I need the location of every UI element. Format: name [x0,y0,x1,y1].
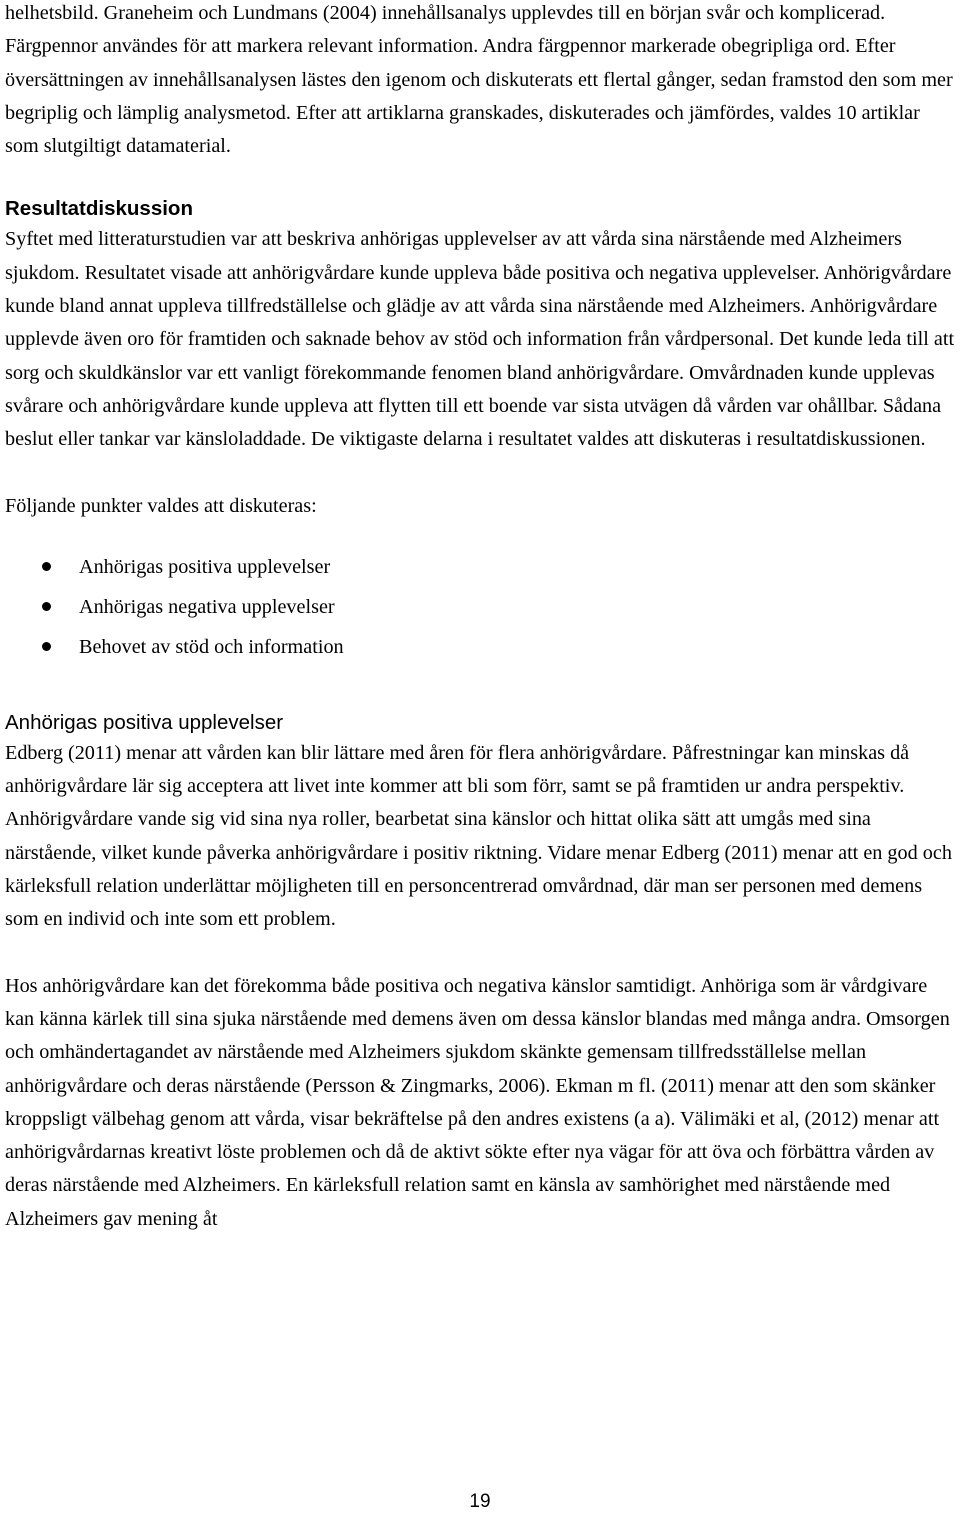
result-paragraph: Syftet med litteraturstudien var att beskriva anhörigas upplevelser av att vårda sina närstående med Alzheimers sjukdom. Resultatet visade att anhörigvårdare kunde uppleva både positiva och negativa upplevelser. Anhörigvårdare kunde bland annat uppleva tillfredställelse och glädje av att vårda sina närstående med Alzheimers. Anhörigvårdare upplevde även oro för framtiden och saknade behov av stöd och information från vårdpersonal. Det kunde leda till att sorg och skuldkänslor var ett vanligt förekommande fenomen bland anhörigvårdare. Omvårdnaden kunde upplevas svårare och anhörigvårdare kunde uppleva att flytten till ett boende var sista utvägen då vården var ohållbar. Sådana beslut eller tankar var känsloladdade. De viktigaste delarna i resultatet valdes att diskuteras i resultatdiskussionen. [5,228,955,451]
bullet-list [5,547,956,667]
bullet-icon [42,642,51,651]
list-item-label: Anhörigas positiva upplevelser [79,555,331,578]
list-item [5,587,956,627]
section-heading-positiva-upplevelser: Anhörigas positiva upplevelser [5,710,284,734]
page-number: 19 [469,1491,491,1512]
list-item [5,547,956,587]
bullet-icon [42,602,51,611]
section-heading-resultatdiskussion: Resultatdiskussion [5,197,193,221]
list-item [5,627,956,667]
list-item-label: Behovet av stöd och information [79,635,344,658]
positive-paragraph-2: Hos anhörigvårdare kan det förekomma både positiva och negativa känslor samtidigt. Anhöriga som är vårdgivare kan känna kärlek till sina sjuka närstående med demens även om dessa känslor blandas med många andra. Omsorgen och omhändertagandet av närstående med Alzheimers sjukdom skänkte gemensam tillfredsställelse mellan anhörigvårdare och deras närstående (Persson & Zingmarks, 2006). Ekman m fl. (2011) menar att den som skänker kroppsligt välbehag genom att vårda, visar bekräftelse på den andres existens (a a). Välimäki et al, (2012) menar att anhörigvårdarnas kreativt löste problemen och då de aktivt sökte efter nya vägar för att öva och förbättra vården av deras närstående med Alzheimers. En kärleksfull relation samt en känsla av samhörighet med närstående med Alzheimers gav mening åt [5,974,950,1230]
points-intro: Följande punkter valdes att diskuteras: [5,494,317,517]
list-item-label: Anhörigas negativa upplevelser [79,595,335,618]
intro-paragraph: helhetsbild. Graneheim och Lundmans (2004) innehållsanalys upplevdes till en början svår och komplicerad. Färgpennor användes för att markera relevant information. Andra färgpennor markerade obegripliga ord. Efter översättningen av innehållsanalysen lästes den igenom och diskuterats ett flertal gånger, sedan framstod den som mer begriplig och lämplig analysmetod. Efter att artiklarna granskades, diskuterades och jämfördes, valdes 10 artiklar som slutgiltigt datamaterial. [5,2,953,158]
positive-paragraph-1: Edberg (2011) menar att vården kan blir lättare med åren för flera anhörigvårdare. Påfrestningar kan minskas då anhörigvårdare lär sig acceptera att livet inte kommer att bli som förr, samt se på framtiden ur andra perspektiv. Anhörigvårdare vande sig vid sina nya roller, bearbetat sina känslor och hittat olika sätt att umgås med sina närstående, vilket kunde påverka anhörigvårdare i positiv riktning. Vidare menar Edberg (2011) menar att en god och kärleksfull relation underlättar möjligheten till en personcentrerad omvårdnad, där man ser personen med demens som en individ och inte som ett problem. [5,741,952,931]
bullet-icon [42,562,51,571]
